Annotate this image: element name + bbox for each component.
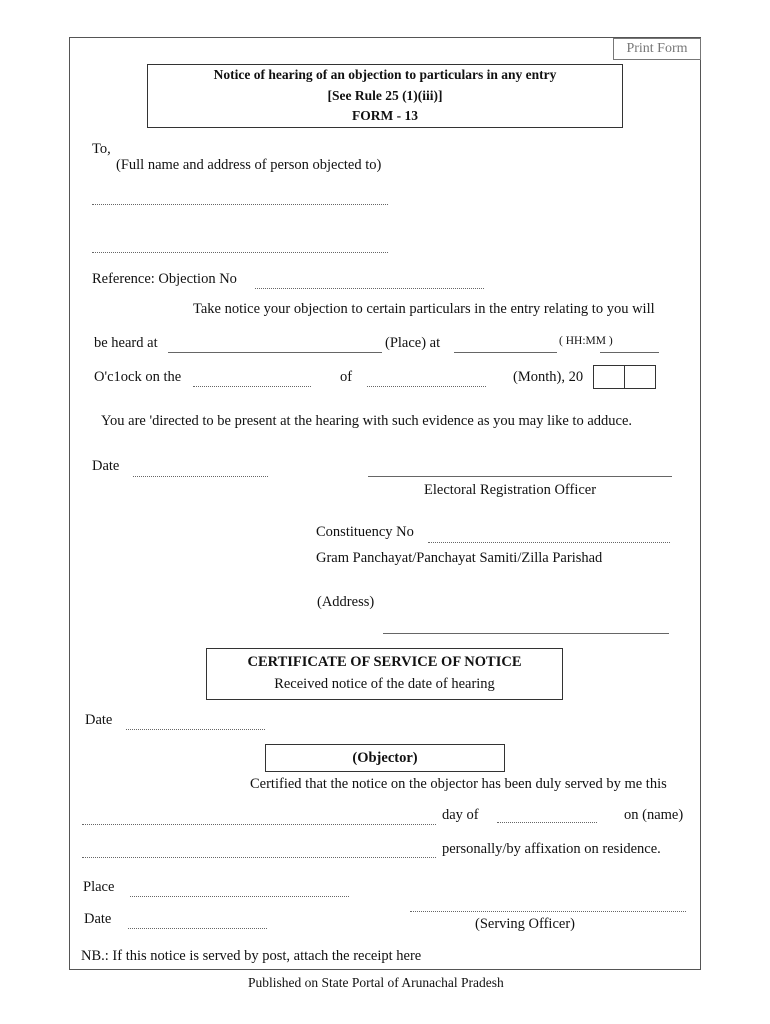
constituency-field[interactable]	[428, 542, 670, 543]
objection-no-field[interactable]	[255, 288, 484, 289]
to-name-field[interactable]	[92, 204, 388, 205]
cert-date-label: Date	[85, 712, 113, 728]
ero-signature-field[interactable]	[368, 476, 672, 477]
serving-officer-label: (Serving Officer)	[475, 916, 575, 932]
date-field[interactable]	[133, 476, 268, 477]
day-of-label: day of	[442, 807, 479, 823]
notice-text: Take notice your objection to certain particulars in the entry relating to you will	[193, 301, 655, 317]
cert-date-field[interactable]	[126, 729, 265, 730]
served-place-field[interactable]	[130, 896, 349, 897]
to-address-field[interactable]	[92, 252, 388, 253]
place-field[interactable]	[168, 352, 382, 353]
month-field[interactable]	[367, 386, 486, 387]
panchayat-label: Gram Panchayat/Panchayat Samiti/Zilla Parishad	[316, 550, 603, 566]
day-field[interactable]	[193, 386, 311, 387]
form-frame	[69, 37, 701, 970]
served-date-field[interactable]	[82, 824, 436, 825]
place-at-label: (Place) at	[385, 335, 441, 351]
serving-date-field[interactable]	[128, 928, 267, 929]
print-form-button[interactable]: Print Form	[613, 38, 701, 60]
reference-label: Reference: Objection No	[92, 271, 237, 287]
month-label: (Month), 20	[513, 369, 584, 385]
address-field[interactable]	[383, 633, 669, 634]
certified-text: Certified that the notice on the objector has been duly served by me this	[250, 776, 667, 792]
date-label: Date	[92, 458, 120, 474]
personally-label: personally/by affixation on residence.	[442, 841, 661, 857]
constituency-label: Constituency No	[316, 524, 414, 540]
to-hint: (Full name and address of person objected to)	[116, 157, 382, 173]
of-label: of	[340, 369, 353, 385]
footer-text: Published on State Portal of Arunachal Pradesh	[248, 975, 504, 990]
served-month-field[interactable]	[497, 822, 597, 823]
on-name-label: on (name)	[624, 807, 684, 823]
form-title: Notice of hearing of an objection to particulars in any entry	[213, 67, 557, 82]
directed-text: You are 'directed to be present at the hearing with such evidence as you may like to adduce.	[101, 413, 633, 429]
time-hours-field[interactable]	[454, 352, 557, 353]
place-label: Place	[83, 879, 115, 895]
serving-officer-signature-field[interactable]	[410, 911, 686, 912]
form-number: FORM - 13	[352, 108, 418, 123]
served-date-label: Date	[84, 911, 112, 927]
certificate-box	[206, 648, 563, 700]
ero-label: Electoral Registration Officer	[424, 482, 597, 498]
certificate-subtitle: Received notice of the date of hearing	[274, 676, 495, 692]
objector-box[interactable]: (Objector)	[265, 744, 505, 772]
year-digit-1-field[interactable]	[593, 365, 625, 389]
year-digit-2-field[interactable]	[624, 365, 656, 389]
form-rule: [See Rule 25 (1)(iii)]	[327, 87, 443, 103]
time-hint: ( HH:MM )	[559, 335, 613, 347]
certificate-title: CERTIFICATE OF SERVICE OF NOTICE	[247, 654, 522, 670]
to-label: To,	[92, 141, 111, 157]
form-header	[147, 64, 623, 128]
time-minutes-field[interactable]	[600, 352, 659, 353]
oclock-label: O'c1ock on the	[94, 369, 182, 385]
nb-note: NB.: If this notice is served by post, attach the receipt here	[81, 948, 422, 964]
served-name-field[interactable]	[82, 857, 436, 858]
address-label: (Address)	[317, 594, 375, 610]
heard-at-label: be heard at	[94, 335, 158, 351]
